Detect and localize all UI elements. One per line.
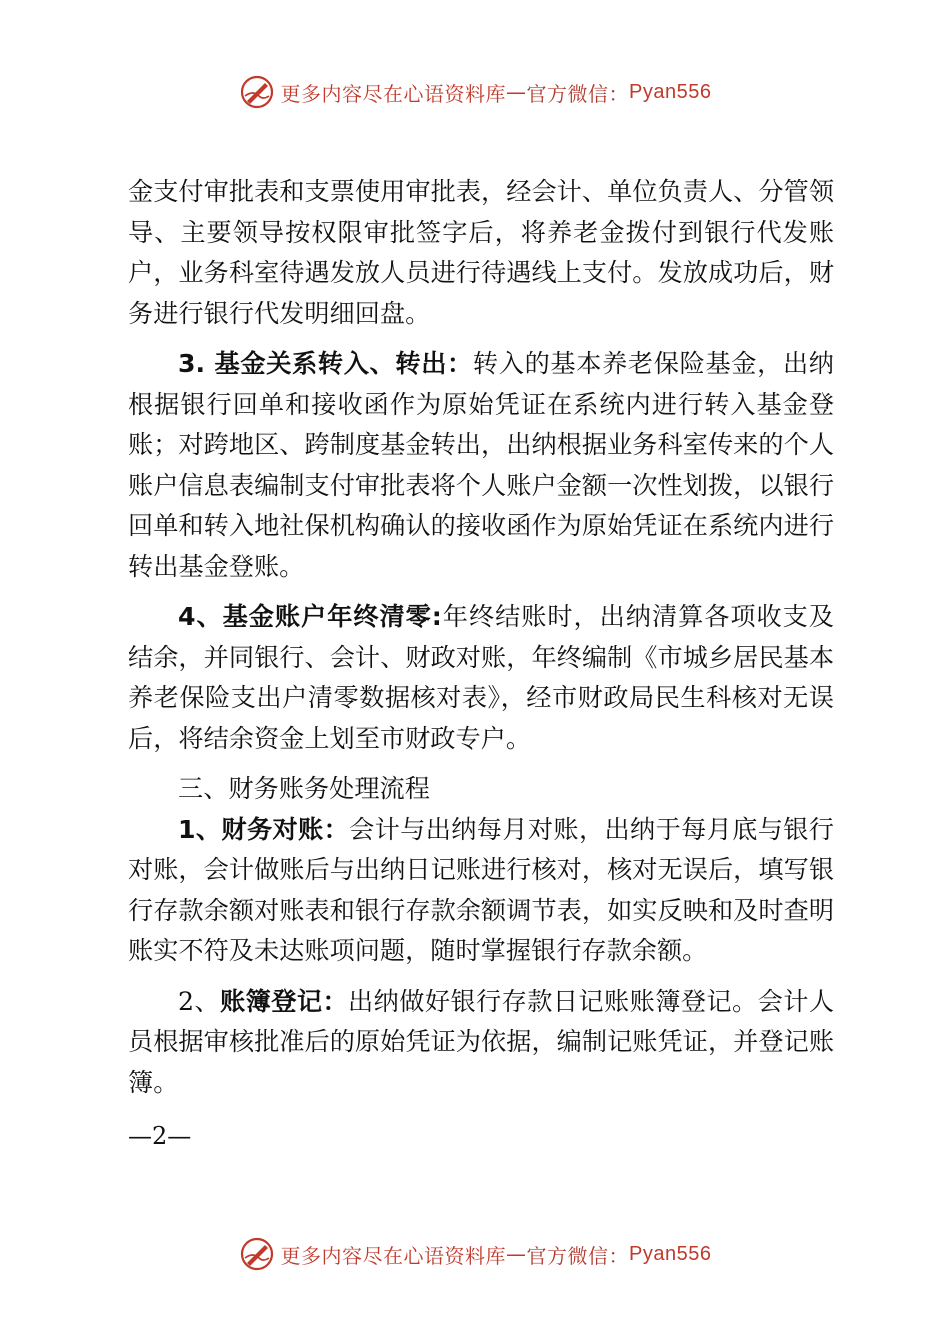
header-banner [0,70,950,114]
wechat-label: 官方微信： [526,1243,630,1268]
banner-text: 更多内容尽在心语资料库 [280,81,507,106]
paragraph-2-title: 3. 基金关系转入、转出： [178,349,473,378]
wechat-label: 官方微信： [526,81,630,106]
wechat-id: Pyan556 [629,1242,712,1265]
pen-logo-icon [239,74,275,110]
paragraph-3-title: 4、基金账户年终清零: [178,602,442,631]
paragraph-4-text: 会计与出纳每月对账，出纳于每月底与银行对账，会计做账后与出纳日记账进行核对，核对无误后，填写银行存款余额对账表和银行存款余额调节表，如实反映和及时查明账实不符及未达账项问题，随时掌握银行存款余额。 [128,814,834,965]
pen-logo-icon [239,1236,275,1272]
paragraph-5 [128,982,834,1104]
paragraph-5-title: 账簿登记： [220,986,349,1016]
document-body [128,172,834,1103]
banner-dash: — [506,1242,527,1266]
paragraph-3 [128,597,834,759]
paragraph-5-text: 出纳做好银行存款日记账账簿登记。会计人员根据审核批准后的原始凭证为依据，编制记账凭证，并登记账簿。 [128,986,835,1097]
footer-banner [0,1232,950,1276]
paragraph-2-text: 转入的基本养老保险基金，出纳根据银行回单和接收函作为原始凭证在系统内进行转入基金登账；对跨地区、跨制度基金转出，出纳根据业务科室传来的个人账户信息表编制支付审批表将个人账户金额一次性划拨，以银行回单和转入地社保机构确认的接收函作为原始凭证在系统内进行转出基金登账。 [128,349,834,581]
wechat-id: Pyan556 [629,80,712,103]
paragraph-5-num: 2、 [178,986,221,1016]
paragraph-1: 金支付审批表和支票使用审批表，经会计、单位负责人、分管领导、主要领导按权限审批签字后，将养老金拨付到银行代发账户，业务科室待遇发放人员进行待遇线上支付。发放成功后，财务进行银行代发明细回盘。 [128,177,834,328]
banner-dash: — [506,80,527,104]
paragraph-2 [128,344,834,587]
banner-text: 更多内容尽在心语资料库 [280,1243,507,1268]
paragraph-4-title: 1、财务对账： [178,814,350,844]
paragraph-4 [128,810,834,972]
section-heading-3: 三、财务账务处理流程 [178,774,430,803]
page-number: —2— [128,1122,192,1150]
paragraph-3-text: 年终结账时，出纳清算各项收支及结余，并同银行、会计、财政对账，年终编制《市城乡居民基本养老保险支出户清零数据核对表》，经市财政局民生科核对无误后，将结余资金上划至市财政专户。 [128,602,834,753]
